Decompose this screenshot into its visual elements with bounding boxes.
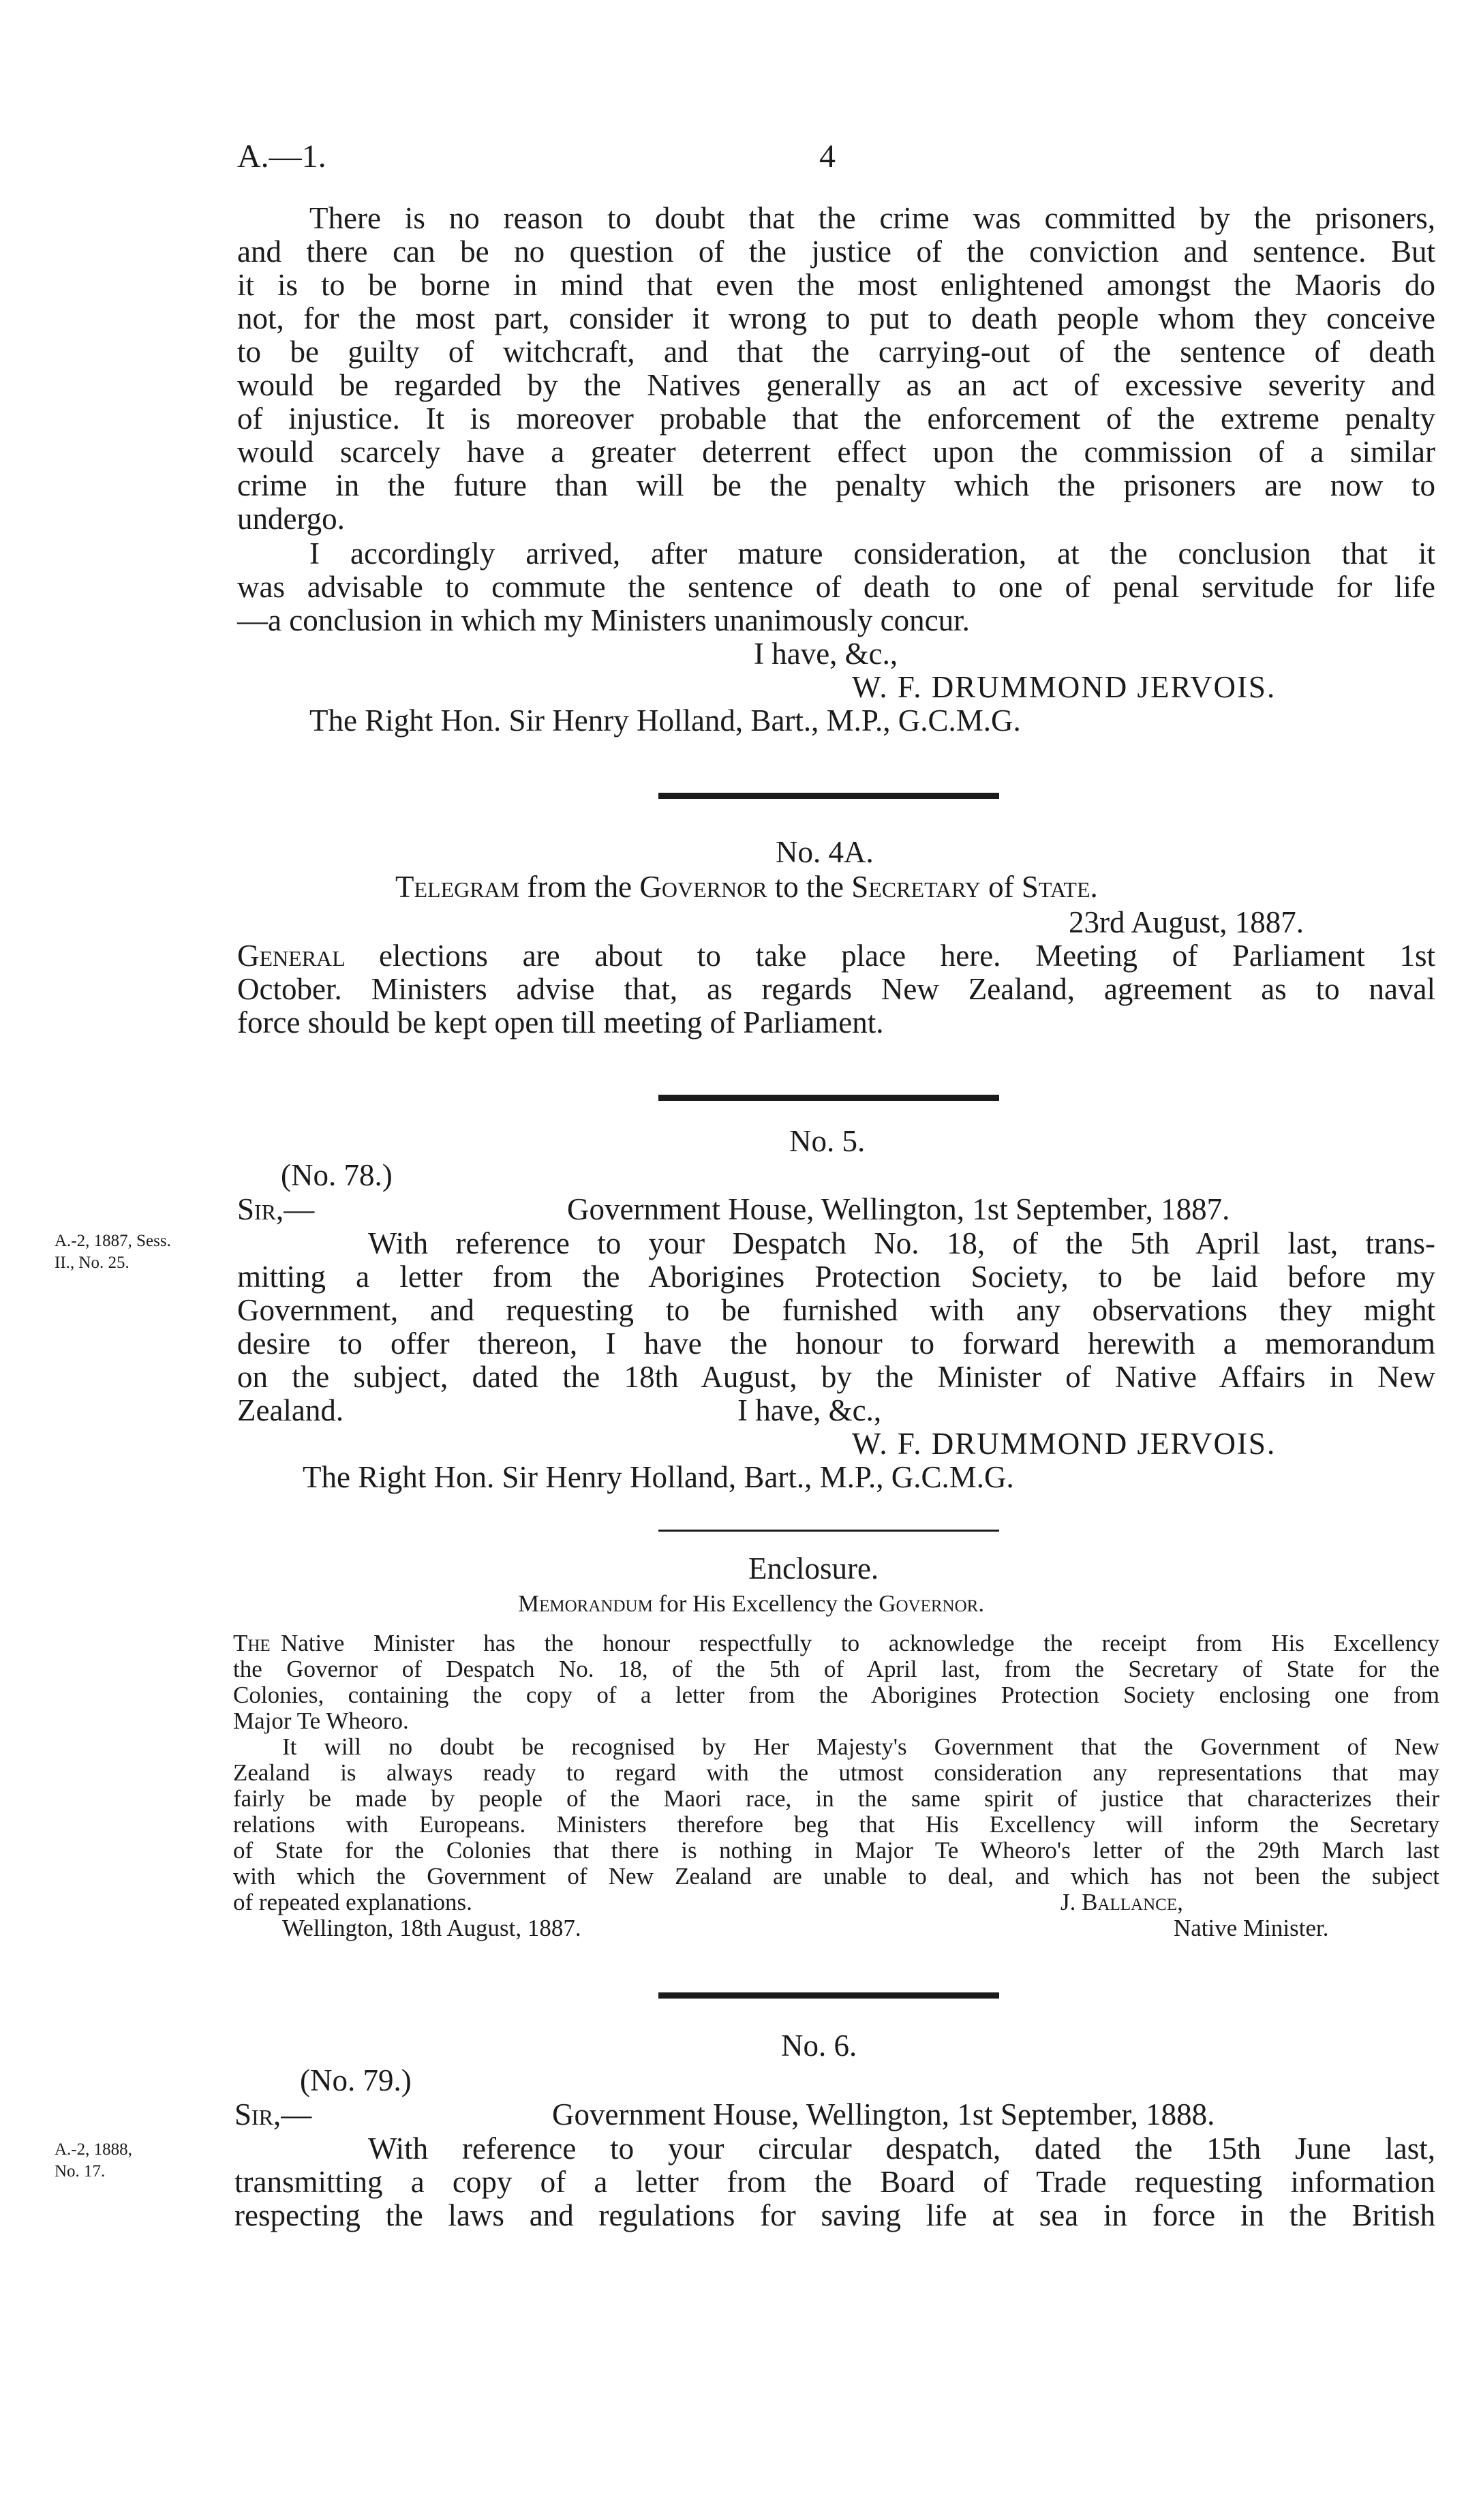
lead-word-text: General: [237, 939, 346, 973]
title-word: of: [988, 870, 1014, 904]
memo-signer-title: Native Minister.: [1174, 1915, 1329, 1941]
text-line: to be guilty of witchcraft, and that the carrying-out of the sentence of death: [237, 335, 1435, 369]
text-line: force should be kept open till meeting of Parliament.: [237, 1005, 884, 1039]
text-line: would scarcely have a greater deterrent effect upon the commission of a similar: [237, 435, 1435, 469]
text-line: with which the Government of New Zealand are unable to deal, and which has not been the subject: [233, 1863, 1439, 1889]
text-line: Government, and requesting to be furnished with any observations they might: [237, 1293, 1435, 1327]
text-line: the Governor of Despatch No. 18, of the 5th of April last, from the Secretary of State for the: [233, 1656, 1439, 1682]
text-line: was advisable to commute the sentence of death to one of penal servitude for life: [237, 570, 1435, 604]
despatch-number: (No. 79.): [300, 2063, 412, 2097]
page-number: 4: [819, 138, 836, 174]
enclosure-divider: [658, 1530, 999, 1532]
memo-signer: J. Ballance,: [1060, 1889, 1183, 1915]
text-line: transmitting a copy of a letter from the Board of Trade requesting information: [234, 2165, 1435, 2199]
title-word: to the: [774, 870, 844, 904]
title-word: from the: [527, 870, 632, 904]
text-line: Native Minister has the honour respectfully to acknowledge the receipt from His Excellency: [281, 1630, 1439, 1656]
addressee: The Right Hon. Sir Henry Holland, Bart., M.P., G.C.M.G.: [309, 703, 1021, 738]
title-word: Governor: [639, 870, 767, 904]
margin-reference: II., No. 25.: [55, 1254, 129, 1272]
page-reference: A.—1.: [237, 138, 326, 174]
margin-reference: A.-2, 1887, Sess.: [55, 1232, 171, 1250]
text-line: elections are about to take place here. Meeting of Parliament 1st: [379, 939, 1435, 973]
text-line: mitting a letter from the Aborigines Protection Society, to be laid before my: [237, 1260, 1435, 1294]
text-line: of injustice. It is moreover probable that the enforcement of the extreme penalty: [237, 401, 1435, 436]
despatch-number: (No. 78.): [281, 1158, 393, 1192]
section-number: No. 6.: [781, 2029, 857, 2063]
text-line: of State for the Colonies that there is nothing in Major Te Wheoro's letter of the 29th March last: [233, 1837, 1439, 1864]
text-line: respecting the laws and regulations for saving life at sea in force in the British: [234, 2198, 1435, 2232]
text-line: it is to be borne in mind that even the most enlightened amongst the Maoris do: [237, 268, 1435, 302]
title-word: State.: [1021, 870, 1098, 904]
addressee: The Right Hon. Sir Henry Holland, Bart., M.P., G.C.M.G.: [303, 1460, 1014, 1494]
text-line: and there can be no question of the justice of the conviction and sentence. But: [237, 234, 1435, 269]
enclosure-heading: Enclosure.: [748, 1551, 879, 1585]
text-line: crime in the future than will be the penalty which the prisoners are now to: [237, 468, 1435, 502]
text-line: Major Te Wheoro.: [233, 1707, 409, 1734]
text-line: I accordingly arrived, after mature consideration, at the conclusion that it: [309, 536, 1435, 571]
closing: I have, &c.,: [754, 637, 898, 671]
title-word: Memorandum: [518, 1590, 653, 1617]
salutation: Sir,—: [234, 2097, 312, 2131]
memorandum-title: [518, 1591, 984, 1617]
text-line: With reference to your circular despatch, dated the 15th June last,: [368, 2131, 1435, 2166]
salutation: Sir,—: [237, 1192, 315, 1226]
title-word: Secretary: [851, 870, 981, 904]
text-line: would be regarded by the Natives generally as an act of excessive severity and: [237, 368, 1435, 402]
margin-reference: No. 17.: [55, 2162, 106, 2181]
text-line: There is no reason to doubt that the crime was committed by the prisoners,: [309, 201, 1435, 235]
text-line: fairly be made by people of the Maori race, in the same spirit of justice that characterizes their: [233, 1785, 1439, 1812]
telegram-title: [395, 870, 1098, 904]
section-divider: [658, 1095, 999, 1101]
signature: W. F. DRUMMOND JERVOIS.: [852, 670, 1277, 704]
section-divider: [658, 793, 999, 799]
margin-reference: A.-2, 1888,: [55, 2140, 132, 2159]
text-line: on the subject, dated the 18th August, by the Minister of Native Affairs in New: [237, 1360, 1435, 1394]
text-line: With reference to your Despatch No. 18, of the 5th April last, trans-: [368, 1226, 1435, 1260]
title-word: for His Excellency the: [658, 1590, 873, 1617]
text-line: Zealand is always ready to regard with the utmost consideration any representations that may: [233, 1759, 1439, 1786]
place-date: Government House, Wellington, 1st September, 1887.: [567, 1192, 1230, 1226]
text-line: desire to offer thereon, I have the honour to forward herewith a memorandum: [237, 1326, 1435, 1361]
lead-word: [233, 1630, 271, 1656]
title-word: Governor.: [879, 1590, 985, 1617]
section-number: No. 4A.: [776, 835, 874, 869]
text-line: of repeated explanations.: [233, 1889, 472, 1915]
text-line: Zealand.: [237, 1393, 344, 1427]
lead-word: [237, 939, 346, 973]
section-number: No. 5.: [789, 1124, 866, 1158]
closing: I have, &c.,: [737, 1393, 882, 1427]
section-divider: [658, 1992, 999, 1999]
text-line: undergo.: [237, 502, 345, 536]
text-line: not, for the most part, consider it wrong to put to death people whom they conceive: [237, 301, 1435, 335]
title-word: Telegram: [395, 870, 520, 904]
text-line: Colonies, containing the copy of a letter from the Aborigines Protection Society enclosing one from: [233, 1682, 1439, 1708]
lead-word-text: The: [233, 1630, 271, 1656]
signature: W. F. DRUMMOND JERVOIS.: [852, 1427, 1277, 1461]
text-line: relations with Europeans. Ministers therefore beg that His Excellency will inform the Secretary: [233, 1811, 1439, 1838]
text-line: —a conclusion in which my Ministers unanimously concur.: [237, 603, 970, 637]
telegram-date: 23rd August, 1887.: [1069, 905, 1304, 939]
place-date: Government House, Wellington, 1st September, 1888.: [552, 2097, 1215, 2131]
text-line: It will no doubt be recognised by Her Majesty's Government that the Government of New: [282, 1733, 1439, 1760]
memo-place-date: Wellington, 18th August, 1887.: [282, 1915, 581, 1941]
text-line: October. Ministers advise that, as regards New Zealand, agreement as to naval: [237, 972, 1435, 1006]
